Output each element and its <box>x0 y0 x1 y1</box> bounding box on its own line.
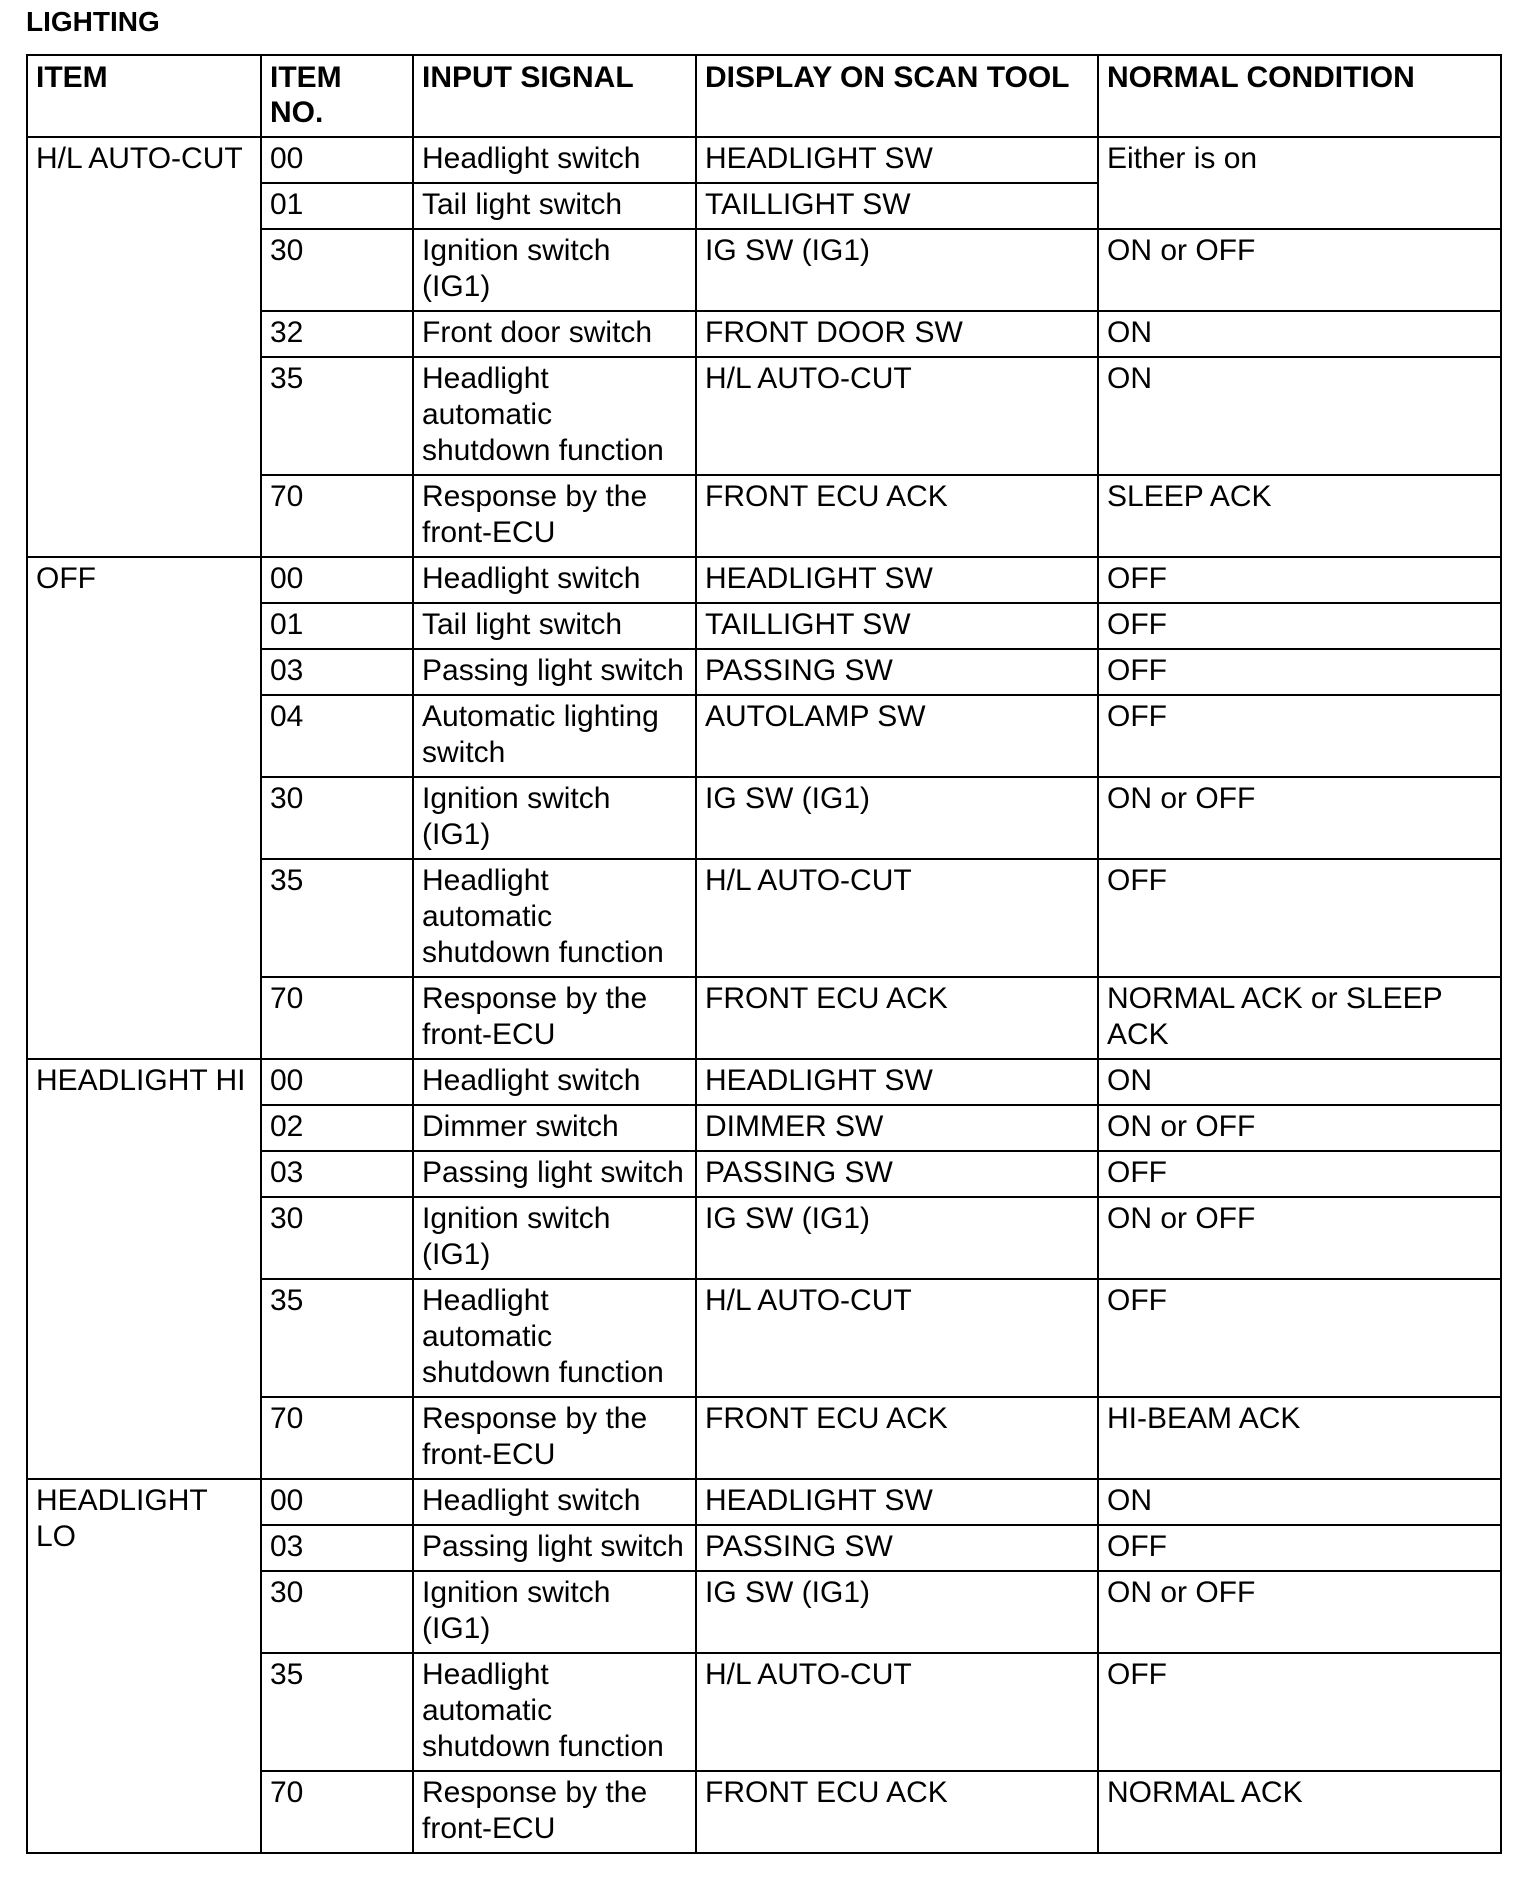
cell-item-no: 30 <box>261 1197 413 1279</box>
cell-normal-condition: OFF <box>1098 557 1501 603</box>
cell-normal-condition: SLEEP ACK <box>1098 475 1501 557</box>
cell-input-signal: Response by the front-ECU <box>413 977 696 1059</box>
cell-normal-condition: OFF <box>1098 1151 1501 1197</box>
header-row <box>27 55 1501 137</box>
cell-item-no: 01 <box>261 603 413 649</box>
cell-display-on-scan-tool: TAILLIGHT SW <box>696 183 1098 229</box>
cell-normal-condition: OFF <box>1098 649 1501 695</box>
cell-input-signal: Automatic lighting switch <box>413 695 696 777</box>
cell-display-on-scan-tool: HEADLIGHT SW <box>696 1059 1098 1105</box>
cell-item-no: 32 <box>261 311 413 357</box>
cell-normal-condition: ON <box>1098 1479 1501 1525</box>
cell-normal-condition: ON <box>1098 357 1501 475</box>
cell-display-on-scan-tool: H/L AUTO-CUT <box>696 859 1098 977</box>
cell-item-no: 30 <box>261 1571 413 1653</box>
cell-display-on-scan-tool: H/L AUTO-CUT <box>696 357 1098 475</box>
cell-normal-condition: NORMAL ACK or SLEEP ACK <box>1098 977 1501 1059</box>
cell-input-signal: Headlight automatic shutdown function <box>413 859 696 977</box>
cell-display-on-scan-tool: IG SW (IG1) <box>696 229 1098 311</box>
cell-item-no: 70 <box>261 1771 413 1853</box>
cell-display-on-scan-tool: PASSING SW <box>696 1151 1098 1197</box>
cell-input-signal: Tail light switch <box>413 183 696 229</box>
cell-input-signal: Headlight switch <box>413 137 696 183</box>
header-input-signal: INPUT SIGNAL <box>413 55 696 137</box>
cell-input-signal: Ignition switch (IG1) <box>413 1197 696 1279</box>
cell-display-on-scan-tool: FRONT ECU ACK <box>696 475 1098 557</box>
cell-display-on-scan-tool: TAILLIGHT SW <box>696 603 1098 649</box>
cell-input-signal: Passing light switch <box>413 649 696 695</box>
table-row <box>27 137 1501 183</box>
cell-display-on-scan-tool: IG SW (IG1) <box>696 1197 1098 1279</box>
cell-item-no: 03 <box>261 1151 413 1197</box>
cell-normal-condition: OFF <box>1098 1653 1501 1771</box>
cell-item-no: 70 <box>261 1397 413 1479</box>
cell-input-signal: Headlight switch <box>413 1479 696 1525</box>
cell-display-on-scan-tool: FRONT ECU ACK <box>696 977 1098 1059</box>
table-row <box>27 1059 1501 1105</box>
cell-normal-condition: ON or OFF <box>1098 1197 1501 1279</box>
cell-item-no: 02 <box>261 1105 413 1151</box>
cell-input-signal: Response by the front-ECU <box>413 1771 696 1853</box>
cell-normal-condition: OFF <box>1098 695 1501 777</box>
cell-item: OFF <box>27 557 261 1059</box>
cell-input-signal: Response by the front-ECU <box>413 1397 696 1479</box>
cell-item-no: 03 <box>261 649 413 695</box>
cell-item-no: 35 <box>261 357 413 475</box>
cell-item-no: 00 <box>261 1059 413 1105</box>
header-item: ITEM <box>27 55 261 137</box>
cell-normal-condition: ON or OFF <box>1098 229 1501 311</box>
cell-display-on-scan-tool: FRONT ECU ACK <box>696 1397 1098 1479</box>
cell-normal-condition: ON or OFF <box>1098 1571 1501 1653</box>
cell-item-no: 35 <box>261 859 413 977</box>
cell-display-on-scan-tool: PASSING SW <box>696 649 1098 695</box>
cell-normal-condition: ON or OFF <box>1098 777 1501 859</box>
cell-item-no: 35 <box>261 1279 413 1397</box>
cell-input-signal: Ignition switch (IG1) <box>413 777 696 859</box>
cell-item-no: 30 <box>261 229 413 311</box>
cell-input-signal: Response by the front-ECU <box>413 475 696 557</box>
cell-item-no: 00 <box>261 137 413 183</box>
table-row <box>27 1479 1501 1525</box>
table-body <box>27 137 1501 1853</box>
header-display-on-scan-tool: DISPLAY ON SCAN TOOL <box>696 55 1098 137</box>
page-title: LIGHTING <box>26 6 160 37</box>
cell-item-no: 35 <box>261 1653 413 1771</box>
cell-display-on-scan-tool: IG SW (IG1) <box>696 777 1098 859</box>
cell-item-no: 70 <box>261 977 413 1059</box>
cell-normal-condition: Either is on <box>1098 137 1501 229</box>
cell-normal-condition: OFF <box>1098 859 1501 977</box>
cell-input-signal: Tail light switch <box>413 603 696 649</box>
cell-display-on-scan-tool: FRONT DOOR SW <box>696 311 1098 357</box>
cell-display-on-scan-tool: H/L AUTO-CUT <box>696 1279 1098 1397</box>
cell-item-no: 30 <box>261 777 413 859</box>
cell-display-on-scan-tool: H/L AUTO-CUT <box>696 1653 1098 1771</box>
cell-item-no: 04 <box>261 695 413 777</box>
cell-item: HEADLIGHT HI <box>27 1059 261 1479</box>
cell-normal-condition: HI-BEAM ACK <box>1098 1397 1501 1479</box>
cell-normal-condition: ON <box>1098 1059 1501 1105</box>
header-item-no: ITEM NO. <box>261 55 413 137</box>
cell-input-signal: Headlight automatic shutdown function <box>413 1653 696 1771</box>
cell-input-signal: Passing light switch <box>413 1525 696 1571</box>
cell-input-signal: Ignition switch (IG1) <box>413 1571 696 1653</box>
lighting-table <box>26 54 1502 1854</box>
cell-normal-condition: OFF <box>1098 1525 1501 1571</box>
cell-normal-condition: ON <box>1098 311 1501 357</box>
cell-input-signal: Passing light switch <box>413 1151 696 1197</box>
cell-normal-condition: ON or OFF <box>1098 1105 1501 1151</box>
table-row <box>27 557 1501 603</box>
cell-input-signal: Dimmer switch <box>413 1105 696 1151</box>
cell-item-no: 03 <box>261 1525 413 1571</box>
cell-item-no: 00 <box>261 557 413 603</box>
cell-input-signal: Ignition switch (IG1) <box>413 229 696 311</box>
cell-display-on-scan-tool: DIMMER SW <box>696 1105 1098 1151</box>
cell-display-on-scan-tool: HEADLIGHT SW <box>696 557 1098 603</box>
cell-normal-condition: NORMAL ACK <box>1098 1771 1501 1853</box>
cell-display-on-scan-tool: IG SW (IG1) <box>696 1571 1098 1653</box>
cell-input-signal: Headlight automatic shutdown function <box>413 1279 696 1397</box>
cell-item-no: 01 <box>261 183 413 229</box>
cell-normal-condition: OFF <box>1098 1279 1501 1397</box>
cell-item: HEADLIGHT LO <box>27 1479 261 1853</box>
cell-input-signal: Front door switch <box>413 311 696 357</box>
cell-display-on-scan-tool: AUTOLAMP SW <box>696 695 1098 777</box>
cell-display-on-scan-tool: PASSING SW <box>696 1525 1098 1571</box>
cell-item-no: 70 <box>261 475 413 557</box>
cell-display-on-scan-tool: HEADLIGHT SW <box>696 1479 1098 1525</box>
cell-normal-condition: OFF <box>1098 603 1501 649</box>
header-normal-condition: NORMAL CONDITION <box>1098 55 1501 137</box>
cell-input-signal: Headlight switch <box>413 1059 696 1105</box>
cell-display-on-scan-tool: FRONT ECU ACK <box>696 1771 1098 1853</box>
cell-item: H/L AUTO-CUT <box>27 137 261 557</box>
cell-input-signal: Headlight switch <box>413 557 696 603</box>
cell-input-signal: Headlight automatic shutdown function <box>413 357 696 475</box>
cell-display-on-scan-tool: HEADLIGHT SW <box>696 137 1098 183</box>
cell-item-no: 00 <box>261 1479 413 1525</box>
